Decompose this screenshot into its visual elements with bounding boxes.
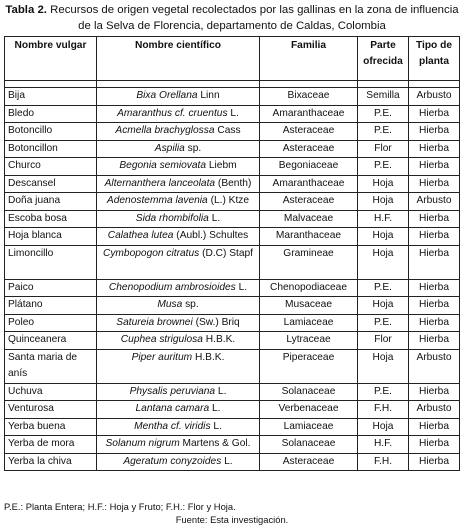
cell-part-offered: Hoja bbox=[358, 175, 409, 193]
header-spacer bbox=[5, 81, 460, 88]
cell-scientific-name bbox=[97, 228, 260, 246]
cell-vulgar-name: Bledo bbox=[5, 105, 97, 123]
scientific-genus: Acmella brachyglossa bbox=[115, 125, 215, 136]
cell-part-offered: P.E. bbox=[358, 123, 409, 141]
table-row bbox=[5, 436, 460, 454]
scientific-genus: Cuphea strigulosa bbox=[120, 334, 203, 345]
cell-part-offered: Semilla bbox=[358, 88, 409, 106]
cell-vulgar-name: Paico bbox=[5, 279, 97, 297]
scientific-author: Liebm bbox=[206, 160, 237, 171]
cell-family: Lamiaceae bbox=[260, 418, 358, 436]
cell-part-offered: Hoja bbox=[358, 349, 409, 383]
table-row bbox=[5, 332, 460, 350]
cell-scientific-name bbox=[97, 453, 260, 471]
scientific-genus: Ageratum conyzoides bbox=[123, 455, 222, 467]
table-caption-text: Recursos de origen vegetal recolectados por las gallinas en la zona de influencia de la Selva de Florencia, departamento de Caldas, Colombia bbox=[46, 4, 459, 32]
cell-scientific-name bbox=[97, 158, 260, 176]
cell-scientific-name bbox=[97, 123, 260, 141]
scientific-author: L. bbox=[209, 403, 221, 414]
cell-scientific-name bbox=[97, 332, 260, 350]
cell-vulgar-name: Plátano bbox=[5, 297, 97, 315]
scientific-author: (Aubl.) Schultes bbox=[173, 230, 249, 241]
cell-vulgar-name: Escoba bosa bbox=[5, 210, 97, 228]
scientific-genus: Lantana camara bbox=[135, 403, 210, 414]
table-row bbox=[5, 175, 460, 193]
cell-part-offered: H.F. bbox=[358, 436, 409, 454]
cell-family: Chenopodiaceae bbox=[260, 279, 358, 297]
scientific-author: Cass bbox=[214, 125, 241, 136]
cell-scientific-name bbox=[97, 279, 260, 297]
header-scientific: Nombre científico bbox=[97, 37, 260, 81]
cell-family: Maranthaceae bbox=[260, 228, 358, 246]
cell-vulgar-name: Uchuva bbox=[5, 383, 97, 401]
cell-plant-type: Hierba bbox=[409, 175, 460, 193]
scientific-genus: Alternanthera lanceolata bbox=[104, 177, 216, 189]
cell-vulgar-name: Doña juana bbox=[5, 193, 97, 211]
scientific-author: Martens & Gol. bbox=[179, 438, 251, 449]
table-row bbox=[5, 228, 460, 246]
cell-plant-type: Hierba bbox=[409, 210, 460, 228]
cell-family: Lamiaceae bbox=[260, 314, 358, 332]
table-row bbox=[5, 245, 460, 279]
scientific-genus: Sida rhombifolia bbox=[135, 212, 209, 224]
scientific-genus: Begonia semiovata bbox=[119, 160, 207, 171]
cell-part-offered: P.E. bbox=[358, 314, 409, 332]
table-row bbox=[5, 88, 460, 106]
scientific-genus: Piper auritum bbox=[131, 351, 193, 363]
cell-scientific-name bbox=[97, 401, 260, 419]
cell-vulgar-name: Yerba de mora bbox=[5, 436, 97, 454]
scientific-genus: Musa bbox=[157, 299, 183, 310]
table-row bbox=[5, 453, 460, 471]
cell-plant-type: Hierba bbox=[409, 418, 460, 436]
cell-vulgar-name: Hoja blanca bbox=[5, 228, 97, 246]
header-family: Familia bbox=[260, 37, 358, 81]
cell-vulgar-name: Quinceanera bbox=[5, 332, 97, 350]
cell-part-offered: Hoja bbox=[358, 228, 409, 246]
cell-family: Lytraceae bbox=[260, 332, 358, 350]
scientific-genus: Mentha cf. viridis bbox=[134, 420, 211, 432]
cell-vulgar-name: Santa maria de anís bbox=[5, 349, 97, 383]
cell-scientific-name bbox=[97, 383, 260, 401]
cell-family: Asteraceae bbox=[260, 140, 358, 158]
cell-vulgar-name: Bija bbox=[5, 88, 97, 106]
header-type: Tipo de planta bbox=[409, 37, 460, 81]
cell-scientific-name bbox=[97, 297, 260, 315]
table-row bbox=[5, 349, 460, 383]
cell-vulgar-name: Botoncillo bbox=[5, 123, 97, 141]
scientific-author: Linn bbox=[197, 90, 220, 101]
cell-part-offered: Hoja bbox=[358, 297, 409, 315]
scientific-author: L. bbox=[215, 385, 227, 397]
scientific-genus: Aspilia bbox=[154, 142, 185, 154]
cell-scientific-name bbox=[97, 175, 260, 193]
plant-resources-table bbox=[4, 36, 460, 471]
cell-vulgar-name: Descansel bbox=[5, 175, 97, 193]
cell-plant-type: Hierba bbox=[409, 245, 460, 279]
table-row bbox=[5, 158, 460, 176]
cell-vulgar-name: Churco bbox=[5, 158, 97, 176]
cell-vulgar-name: Poleo bbox=[5, 314, 97, 332]
scientific-genus: Physalis peruviana bbox=[129, 385, 216, 397]
cell-scientific-name bbox=[97, 88, 260, 106]
scientific-author: (L.) Ktze bbox=[207, 195, 250, 206]
scientific-genus: Adenostemma lavenia bbox=[106, 195, 208, 206]
cell-part-offered: P.E. bbox=[358, 158, 409, 176]
cell-part-offered: Flor bbox=[358, 140, 409, 158]
cell-vulgar-name: Botoncillon bbox=[5, 140, 97, 158]
scientific-author: (D.C) Stapf bbox=[199, 247, 254, 259]
cell-family: Piperaceae bbox=[260, 349, 358, 383]
table-header-row bbox=[5, 37, 460, 81]
table-row bbox=[5, 418, 460, 436]
table-row bbox=[5, 105, 460, 123]
cell-plant-type: Hierba bbox=[409, 332, 460, 350]
table-label: Tabla 2. bbox=[5, 4, 47, 16]
scientific-author: sp. bbox=[182, 299, 199, 310]
scientific-genus: Bixa Orellana bbox=[136, 90, 198, 101]
cell-part-offered: P.E. bbox=[358, 105, 409, 123]
table-row bbox=[5, 314, 460, 332]
table-row bbox=[5, 297, 460, 315]
cell-scientific-name bbox=[97, 349, 260, 383]
table-row bbox=[5, 123, 460, 141]
table-caption bbox=[0, 0, 464, 34]
cell-family: Solanaceae bbox=[260, 383, 358, 401]
cell-plant-type: Hierba bbox=[409, 228, 460, 246]
cell-part-offered: Hoja bbox=[358, 418, 409, 436]
table-source: Fuente: Esta investigación. bbox=[175, 514, 289, 525]
scientific-genus: Chenopodium ambrosioides bbox=[108, 281, 236, 293]
cell-plant-type: Hierba bbox=[409, 279, 460, 297]
cell-part-offered: F.H. bbox=[358, 453, 409, 471]
cell-scientific-name bbox=[97, 418, 260, 436]
cell-part-offered: P.E. bbox=[358, 279, 409, 297]
table-row bbox=[5, 193, 460, 211]
scientific-author: H.B.K. bbox=[202, 334, 236, 345]
cell-family: Gramineae bbox=[260, 245, 358, 279]
cell-plant-type: Hierba bbox=[409, 297, 460, 315]
cell-family: Asteraceae bbox=[260, 123, 358, 141]
header-part: Parte ofrecida bbox=[358, 37, 409, 81]
cell-vulgar-name: Yerba buena bbox=[5, 418, 97, 436]
cell-plant-type: Hierba bbox=[409, 314, 460, 332]
scientific-genus: Amaranthus cf. cruentus bbox=[117, 107, 228, 119]
table-row bbox=[5, 401, 460, 419]
cell-family: Amaranthaceae bbox=[260, 175, 358, 193]
cell-part-offered: Hoja bbox=[358, 193, 409, 211]
cell-plant-type: Arbusto bbox=[409, 88, 460, 106]
cell-scientific-name bbox=[97, 436, 260, 454]
cell-vulgar-name: Yerba la chiva bbox=[5, 453, 97, 471]
cell-part-offered: Hoja bbox=[358, 245, 409, 279]
cell-scientific-name bbox=[97, 314, 260, 332]
cell-plant-type: Hierba bbox=[409, 105, 460, 123]
cell-plant-type: Arbusto bbox=[409, 193, 460, 211]
scientific-genus: Solanum nigrum bbox=[105, 438, 180, 449]
scientific-author: L. bbox=[227, 107, 239, 119]
table-row bbox=[5, 210, 460, 228]
scientific-author: L. bbox=[210, 420, 222, 432]
cell-family: Musaceae bbox=[260, 297, 358, 315]
cell-scientific-name bbox=[97, 140, 260, 158]
table-footnote: P.E.: Planta Entera; H.F.: Hoja y Fruto; F.H.: Flor y Hoja. bbox=[4, 501, 236, 512]
cell-plant-type: Arbusto bbox=[409, 349, 460, 383]
cell-plant-type: Arbusto bbox=[409, 401, 460, 419]
cell-family: Asteraceae bbox=[260, 193, 358, 211]
table-body bbox=[5, 88, 460, 471]
cell-family: Begoniaceae bbox=[260, 158, 358, 176]
cell-part-offered: H.F. bbox=[358, 210, 409, 228]
cell-vulgar-name: Venturosa bbox=[5, 401, 97, 419]
cell-family: Bixaceae bbox=[260, 88, 358, 106]
header-vulgar: Nombre vulgar bbox=[5, 37, 97, 81]
cell-family: Solanaceae bbox=[260, 436, 358, 454]
cell-scientific-name bbox=[97, 193, 260, 211]
cell-plant-type: Hierba bbox=[409, 140, 460, 158]
cell-family: Malvaceae bbox=[260, 210, 358, 228]
cell-scientific-name bbox=[97, 210, 260, 228]
cell-plant-type: Hierba bbox=[409, 383, 460, 401]
cell-vulgar-name: Limoncillo bbox=[5, 245, 97, 279]
table-row bbox=[5, 279, 460, 297]
cell-scientific-name bbox=[97, 245, 260, 279]
cell-family: Verbenaceae bbox=[260, 401, 358, 419]
cell-plant-type: Hierba bbox=[409, 158, 460, 176]
cell-plant-type: Hierba bbox=[409, 436, 460, 454]
scientific-author: L. bbox=[235, 281, 248, 293]
cell-part-offered: F.H. bbox=[358, 401, 409, 419]
table-row bbox=[5, 140, 460, 158]
table-row bbox=[5, 383, 460, 401]
scientific-genus: Calathea lutea bbox=[107, 230, 174, 241]
scientific-genus: Cymbopogon citratus bbox=[102, 247, 200, 259]
scientific-author: (Benth) bbox=[215, 177, 252, 189]
scientific-author: (Sw.) Briq bbox=[192, 316, 240, 328]
cell-family: Asteraceae bbox=[260, 453, 358, 471]
scientific-genus: Satureia brownei bbox=[116, 316, 193, 328]
cell-scientific-name bbox=[97, 105, 260, 123]
scientific-author: sp. bbox=[184, 142, 202, 154]
cell-family: Amaranthaceae bbox=[260, 105, 358, 123]
scientific-author: L. bbox=[208, 212, 221, 224]
cell-plant-type: Hierba bbox=[409, 453, 460, 471]
scientific-author: H.B.K. bbox=[192, 351, 225, 363]
cell-part-offered: Flor bbox=[358, 332, 409, 350]
cell-part-offered: P.E. bbox=[358, 383, 409, 401]
scientific-author: L. bbox=[221, 455, 233, 467]
cell-plant-type: Hierba bbox=[409, 123, 460, 141]
